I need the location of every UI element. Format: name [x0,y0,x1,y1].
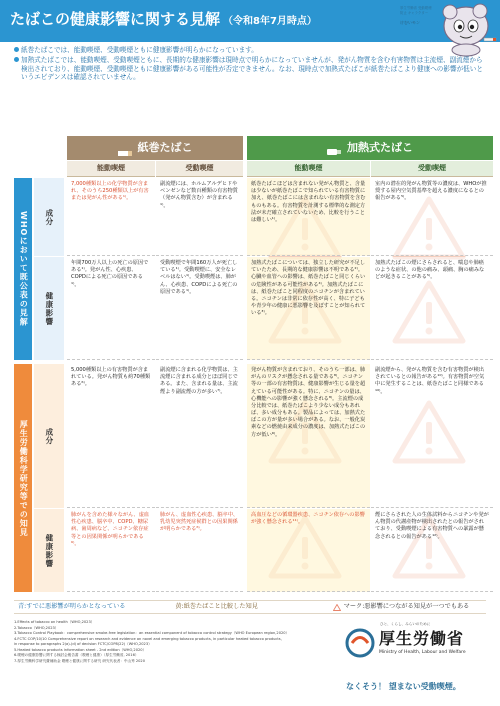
intro-text [14,46,486,83]
mhlw-logo-mark-icon [345,628,375,658]
col-header-cig-passive: 受動喫煙 [156,161,243,177]
row-label-health: 健康影響 [34,257,64,360]
cigarette-panel-title: 紙巻たばこ [137,140,193,154]
cell-who-component-cig-passive: 副流煙には、ホルムアルデヒドやベンゼンなど数百種類の有害物質（発がん物質含む）が含まれる¹⁾。 [156,178,243,256]
cell-mhlw-component-cig-passive: 副流煙に含まれる化学物質は、主流煙に含まれる成分とほぼ同じである。また、含まれる量は、主流煙より副流煙の方が多い⁷⁾。 [156,364,243,508]
row-label-component: 成分 [34,178,64,256]
heated-panel-header [247,136,493,160]
cell-who-component-heated-passive: 室内の潜在的発がん物質等の濃度は、WHOが推奨する屋内空気質基準を超える濃度になるとの報告がある⁵⁾。 [371,178,493,256]
row-label-component: 成分 [34,364,64,508]
cell-mhlw-health-heated-passive: 煙にさらされた人の生体試料からニコチンや発がん物質の代謝産物が検出されたとの報告がされており、受動喫煙による有害物質への暴露が懸念されるとの報告がある¹²⁾。 [371,509,493,592]
legend-mark: マーク:悪影響につながる知見が一つでもある [329,603,486,611]
cell-mhlw-component-heated-passive: 副流煙から、発がん物質を含む有害物質が検出されているとの報告がある¹⁰⁾。有害物質が空気中に発生することは、紙巻たばこと同様である¹⁰⁾。 [371,364,493,508]
cell-who-component-heated-active: 紙巻たばこほどは含まれない発がん物質と、含量は少ないが紙巻たばこで知られている有害物質に加え、紙巻たばこには含まれない有害物質を含むものもある。有害物質を計測する標準的な測定方法が未だ確立されていないため、比較を行うことは難しい¹⁾。 [247,178,370,256]
cell-mhlw-health-heated-active: 高血圧などの循環器疾患、ニコチン依存への影響が強く懸念される¹¹⁾。 [247,509,370,592]
references [14,620,344,665]
page-title: たばこの健康影響に関する見解 （令和8年7月時点） [10,10,317,28]
mhlw-band: 厚生労働科学研究等での知見 [14,364,32,592]
logo-tagline: ひと、くらし、みらいのために [380,622,431,626]
legend-blue: 青:すでに悪影響が明らかとなっている [18,602,126,610]
mascot-name: けむいモン [400,20,420,25]
col-header-heated-active: 能動喫煙 [247,161,370,177]
cell-who-health-cig-active: 年間700万人以上の死亡の原因である¹⁾。発がん性、心疾患、COPDによる死亡の原因である¹⁾。 [67,257,155,360]
col-header-cig-active: 能動喫煙 [67,161,155,177]
intro-bullet: 紙巻たばこでは、能動喫煙、受動喫煙ともに健康影響が明らかになっています。 [14,46,486,55]
cell-who-component-cig-active: 7,000種類以上の化学物質が含まれ、そのうち250種類以上が有害または発がん性がある¹⁾。 [67,178,155,256]
cell-mhlw-health-cig-passive: 肺がん、虚血性心疾患、脳卒中、乳幼児突然死症候群との因果関係が明らかである⁶⁾。 [156,509,243,592]
reference-item: in response to paragraphs 2(a)-(d) of decision FCTC/COP8(22)（WHO,2023） [14,642,152,647]
cigarette-icon [118,146,132,151]
heated-panel-title: 加熱式たばこ [347,140,413,154]
bullet-dot-icon [14,57,19,62]
row-label-health: 健康影響 [34,509,64,592]
cell-mhlw-component-heated-active: 発がん物質が含まれており、そのうち一部は、肺がんのリスクが懸念される量である⁸⁾。ニコチン等の一部の有害物質は、健康影響が生じる量を超えている可能性がある。特に、ニコチンの量は、心機能への影響が強く懸念される⁸⁾。主流煙の成分比較では、紙巻たばこより少ない成分もあれば、多い成分もある。製品によっては、加熱式たばこの方が量が多い場合がある。なお、一般化炭素などの燃焼由来成分の濃度は、加熱式たばこの方が低い⁹⁾。 [247,364,370,508]
legend [14,600,486,614]
who-band: WHOにおいて既公表の見解 [14,178,32,360]
cell-mhlw-health-cig-active: 肺がんを含めた様々ながん、虚血性心疾患、脳卒中、COPD、糖尿病、歯周病など、ニコチン依存症等との因果関係が明らかである⁶⁾。 [67,509,155,592]
cell-who-health-heated-active: 加熱式たばこについては、独立した研究が不足していたため、長期的な健康影響は不明である²⁾。心臓や血管への影響は、紙巻たばこと同じくらいの危険性がある可能性がある⁴⁾。加熱式たばこには、紙巻たばこと同程度のニコチンが含まれている。ニコチンは非常に依存性が高く、特に子どもや青少年の健康に悪影響を及ぼすことが知られている³⁾。 [247,257,370,360]
slogan: なくそう！ 望まない受動喫煙。 [346,682,461,691]
reference-item: 7.厚生労働科学研究費補助金 喫煙と健康に関する研究 研究代表者：中山秀 2020 [14,658,145,663]
legend-yellow: 黄:紙巻たばこと比較した知見 [175,602,258,610]
reference-item: 3.Tobacco Control Playbook：comprehensive smoke-free legislation：an essential component of tobacco control strategy（WHO European region,2020） [14,631,290,636]
warning-icon [333,604,341,611]
mascot-caption: 厚生労働省 受動喫煙防止 キャラクター [400,6,432,15]
col-header-heated-passive: 受動喫煙 [371,161,493,177]
mhlw-logo [345,625,490,665]
heated-tobacco-icon [327,146,341,151]
bullet-dot-icon [14,47,19,52]
reference-item: 5.Heated tobacco products information sheet - 2nd edition（WHO,2020） [14,647,147,652]
intro-bullet: 加熱式たばこでは、能動喫煙、受動喫煙ともに、長期的な健康影響は現時点で明らかになっていませんが、発がん物質を含む有害物質は主流煙、副流煙から検出されており、能動喫煙、受動喫煙ともに健康影響がある可能性が否定できません。なお、現時点で加熱式たばこが紙巻たばこより健康への影響が低いというエビデンスは確認されていません。 [14,56,486,82]
logo-english-name: Ministry of Health, Labour and Welfare [379,650,466,655]
cell-who-health-heated-passive: 加熱式たばこの煙にさらされると、喘息や肺癌のような症状、の他の痛み、頭痛、胸の痛みなどが起きることがある⁵⁾。 [371,257,493,360]
logo-name: 厚生労働省 [379,629,465,648]
cell-who-health-cig-passive: 受動喫煙で年間160万人が死亡している¹⁾。受動喫煙に、安全なレベルはない¹⁾。受動喫煙は、肺がん、心疾患、COPDによる死亡の原因である¹⁾。 [156,257,243,360]
reference-item: 4.FCTC COP/10/10 Comprehensive report on research and evidence on novel and emerging tobacco products, in particular heated tobacco products, [14,636,282,641]
reference-item: 1.Effects of tobacco on health（WHO,2023） [14,620,95,624]
reference-item: 2.Tobacco（WHO,2023） [14,625,59,630]
cell-mhlw-component-cig-active: 5,000種類以上の有害物質が含まれている。発がん物質も約70種類ある⁶⁾。 [67,364,155,508]
reference-item: 6.喫煙の健康影響に関する検討会報告書（喫煙と健康）（厚生労働省, 2016） [14,653,139,658]
cigarette-panel-header [67,136,243,160]
page-date: （令和8年7月時点） [223,16,317,27]
